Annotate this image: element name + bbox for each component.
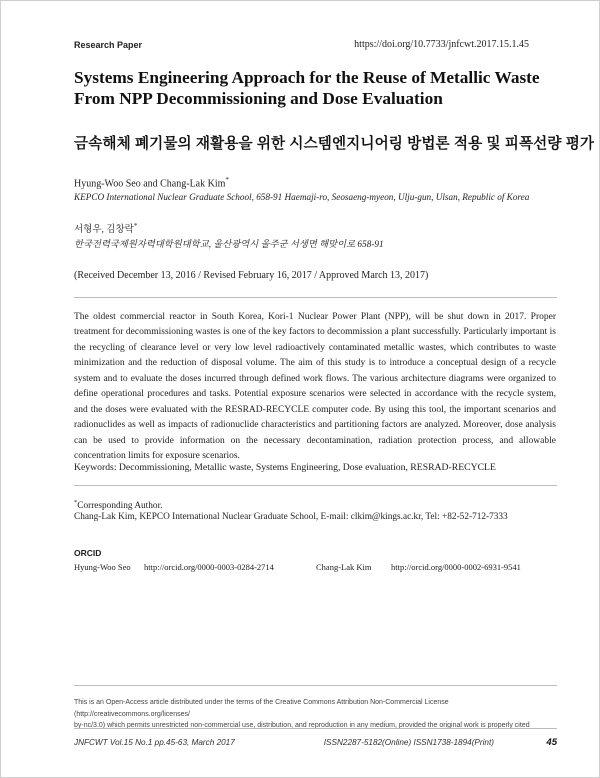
received-dates: (Received December 13, 2016 / Revised February 16, 2017 / Approved March 13, 2017)	[74, 270, 429, 281]
abstract-bottom-rule	[74, 485, 557, 486]
orcid-name-2: Chang-Lak Kim	[316, 562, 372, 572]
korean-corresponding-mark: *	[133, 221, 138, 230]
korean-author-names-text: 서형우, 김창락	[74, 225, 134, 235]
footer-rule	[74, 728, 557, 729]
korean-affiliation: 한국전력국제원자력대학원대학교, 울산광역시 울주군 서생면 해맞이로 658-91	[74, 240, 384, 250]
abstract-text: The oldest commercial reactor in South Korea, Kori-1 Nuclear Power Plant (NPP), will be shut down in 2017. Proper treatment for decommissioning wastes is one of the key factors to decommission a plant successfully. Particularly important is the recycling of clearance level or very low level radioactively contaminated metallic wastes, which contributes to waste minimization and the reduction of disposal volume. The aim of this study is to introduce a conceptual design of a recycle system and to evaluate the doses incurred through defined work flows. The various architecture diagrams were organized to define operational procedures and tasks. Potential exposure scenarios were selected in accordance with the recycle system, and the doses were evaluated with the RESRAD-RECYCLE computer code. By using this tool, the important scenarios and radionuclides as well as impacts of radionuclide characteristics and partitioning factors are analyzed. Moreover, dose analysis can be used to provide information on the necessary decontamination, radiation protection process, and allowable concentration limits for exposure scenarios.	[74, 312, 556, 462]
corresponding-author-details: Chang-Lak Kim, KEPCO International Nuclear Graduate School, E-mail: clkim@kings.ac.kr, Tel: +82-52-712-7333	[74, 512, 508, 522]
korean-title: 금속해체 폐기물의 재활용을 위한 시스템엔지니어링 방법론 적용 및 피폭선량 평가	[74, 136, 595, 152]
orcid-heading: ORCID	[74, 548, 102, 558]
issn: ISSN2287-5182(Online) ISSN1738-1894(Print)	[323, 738, 494, 747]
corresponding-author-label	[74, 499, 162, 511]
corresponding-asterisk: *	[74, 499, 78, 506]
license-line-1: This is an Open-Access article distributed under the terms of the Creative Commons Attribution Non-Commercial License (http://creativecommons.org/licenses/	[74, 699, 449, 718]
abstract-top-rule	[74, 297, 557, 298]
corresponding-label-text: Corresponding Author.	[77, 501, 163, 512]
license-line-2: by-nc/3.0) which permits unrestricted non-commercial use, distribution, and reproduction in any medium, provided the original work is properly cited	[74, 722, 530, 729]
orcid-link-1[interactable]: http://orcid.org/0000-0003-0284-2714	[144, 562, 274, 572]
keywords: Keywords: Decommissioning, Metallic waste, Systems Engineering, Dose evaluation, RESRAD-RECYCLE	[74, 462, 496, 473]
corresponding-mark: *	[225, 176, 229, 184]
journal-citation: JNFCWT Vol.15 No.1 pp.45-63, March 2017	[74, 738, 235, 747]
orcid-name-1: Hyung-Woo Seo	[74, 562, 131, 572]
author-names-text: Hyung-Woo Seo and Chang-Lak Kim	[74, 178, 226, 190]
page-number: 45	[546, 737, 557, 748]
license-rule	[74, 685, 557, 686]
doi-link[interactable]: https://doi.org/10.7733/jnfcwt.2017.15.1.45	[354, 39, 529, 50]
paper-title	[74, 67, 540, 109]
paper-title-line-2: From NPP Decommissioning and Dose Evaluation	[74, 89, 443, 108]
paper-title-line-1: Systems Engineering Approach for the Reuse of Metallic Waste	[74, 68, 540, 87]
article-type-label: Research Paper	[74, 40, 143, 50]
author-affiliation: KEPCO International Nuclear Graduate School, 658-91 Haemaji-ro, Seosaeng-myeon, Ulju-gun, Ulsan, Republic of Korea	[74, 192, 530, 202]
orcid-link-2[interactable]: http://orcid.org/0000-0002-6931-9541	[391, 562, 521, 572]
license-notice	[74, 697, 564, 732]
korean-author-names	[74, 221, 137, 235]
author-names	[74, 176, 229, 189]
